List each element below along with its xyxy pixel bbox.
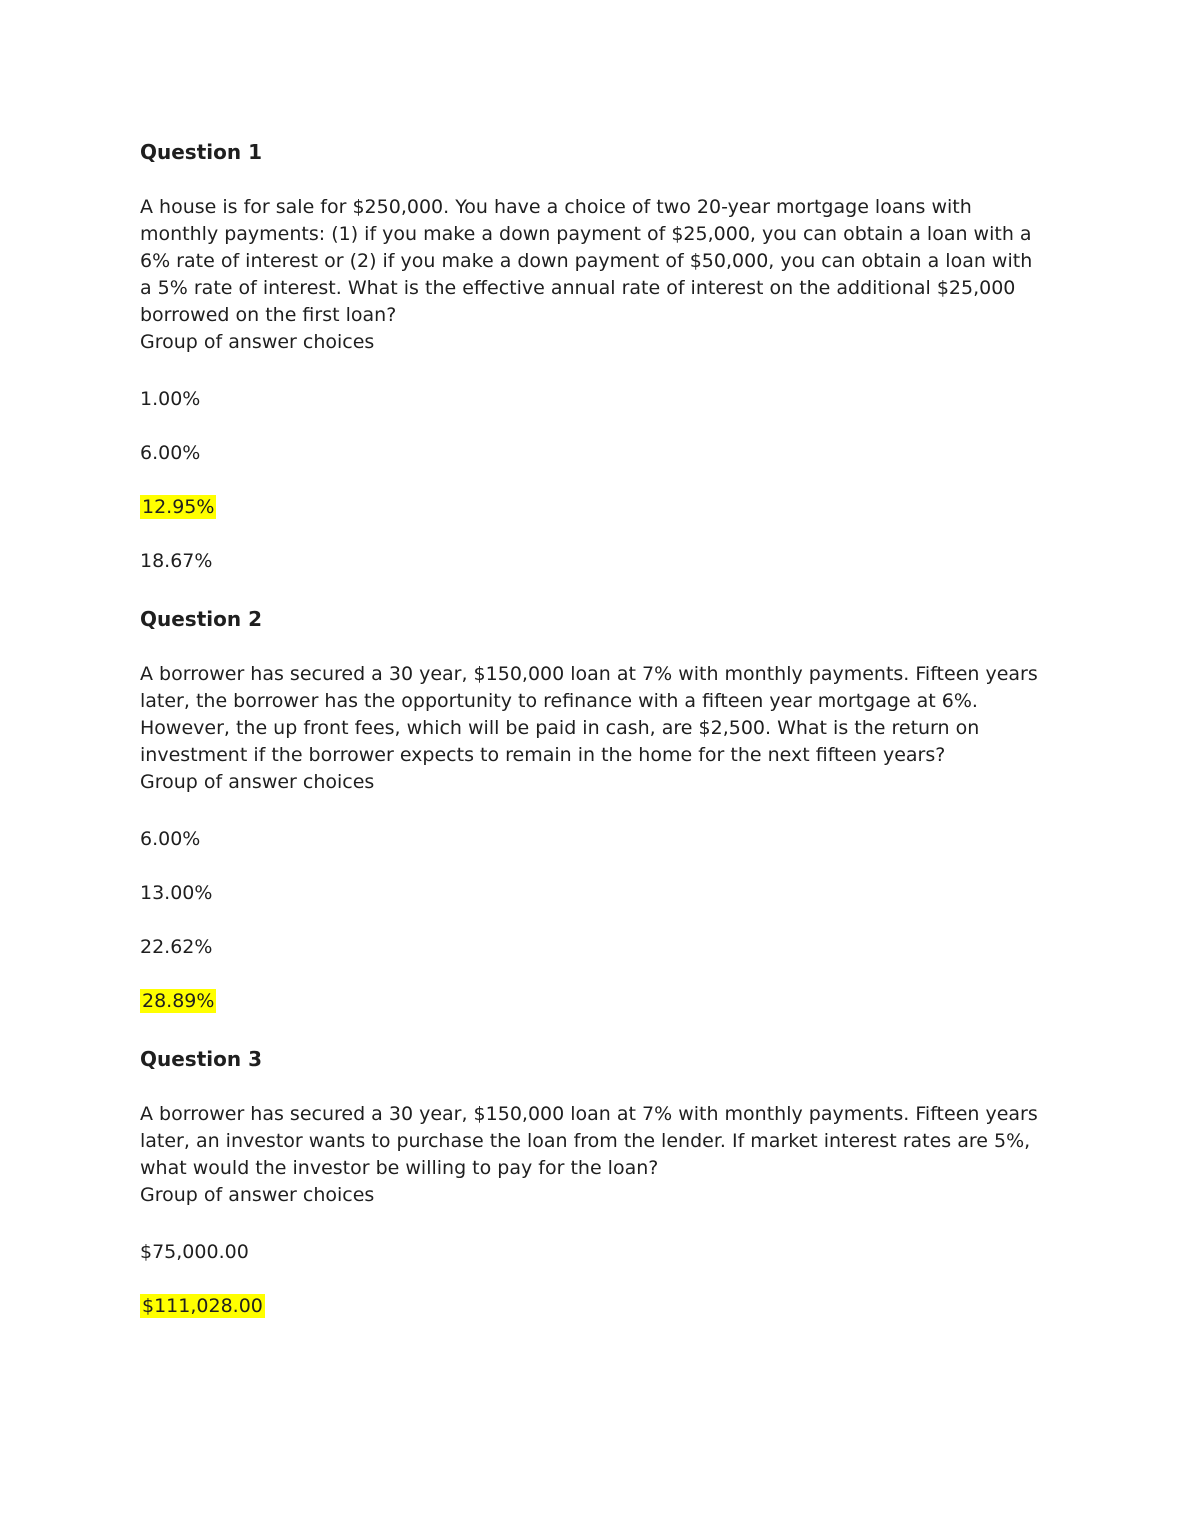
answer-choice-text: 6.00% (140, 828, 201, 850)
answer-choice (140, 988, 1048, 1015)
answer-choice-text: 22.62% (140, 936, 213, 958)
question-3-group-label: Group of answer choices (140, 1184, 375, 1206)
question-1-group-label: Group of answer choices (140, 331, 375, 353)
question-2-text: A borrower has secured a 30 year, $150,000 loan at 7% with monthly payments. Fifteen years later, the borrower has the opportunity to refinance with a fifteen year mortgage at 6%. However, the up front fees, which will be paid in cash, are $2,500. What is the return on investment if the borrower expects to remain in the home for the next fifteen years? (140, 663, 1038, 766)
answer-choice-text: 1.00% (140, 388, 201, 410)
answer-choice (140, 826, 1048, 853)
answer-choice (140, 440, 1048, 467)
question-2-body (140, 661, 1048, 796)
answer-choice (140, 494, 1048, 521)
answer-choice-text-highlighted: 28.89% (142, 990, 215, 1012)
question-block-3 (140, 1047, 1048, 1320)
answer-choice-text-highlighted: 12.95% (142, 496, 215, 518)
question-2-title: Question 2 (140, 607, 262, 631)
answer-choice-text: 18.67% (140, 550, 213, 572)
answer-choice-text: $75,000.00 (140, 1241, 249, 1263)
question-2-group-label: Group of answer choices (140, 771, 375, 793)
question-block-2 (140, 607, 1048, 1015)
question-1-body (140, 194, 1048, 356)
answer-choice-text: 6.00% (140, 442, 201, 464)
question-3-title: Question 3 (140, 1047, 262, 1071)
question-block-1 (140, 140, 1048, 575)
question-3-text: A borrower has secured a 30 year, $150,000 loan at 7% with monthly payments. Fifteen years later, an investor wants to purchase the loan from the lender. If market interest rates are 5%, what would the investor be willing to pay for the loan? (140, 1103, 1038, 1179)
question-3-body (140, 1101, 1048, 1209)
answer-choice-text-highlighted: $111,028.00 (142, 1295, 263, 1317)
answer-choice (140, 880, 1048, 907)
answer-choice (140, 386, 1048, 413)
answer-choice-text: 13.00% (140, 882, 213, 904)
answer-choice (140, 548, 1048, 575)
answer-choice (140, 1293, 1048, 1320)
question-1-title: Question 1 (140, 140, 262, 164)
question-1-text: A house is for sale for $250,000. You have a choice of two 20-year mortgage loans with monthly payments: (1) if you make a down payment of $25,000, you can obtain a loan with a 6% rate of interest or (2) if you make a down payment of $50,000, you can obtain a loan with a 5% rate of interest. What is the effective annual rate of interest on the additional $25,000 borrowed on the first loan? (140, 196, 1033, 326)
answer-choice (140, 1239, 1048, 1266)
answer-choice (140, 934, 1048, 961)
